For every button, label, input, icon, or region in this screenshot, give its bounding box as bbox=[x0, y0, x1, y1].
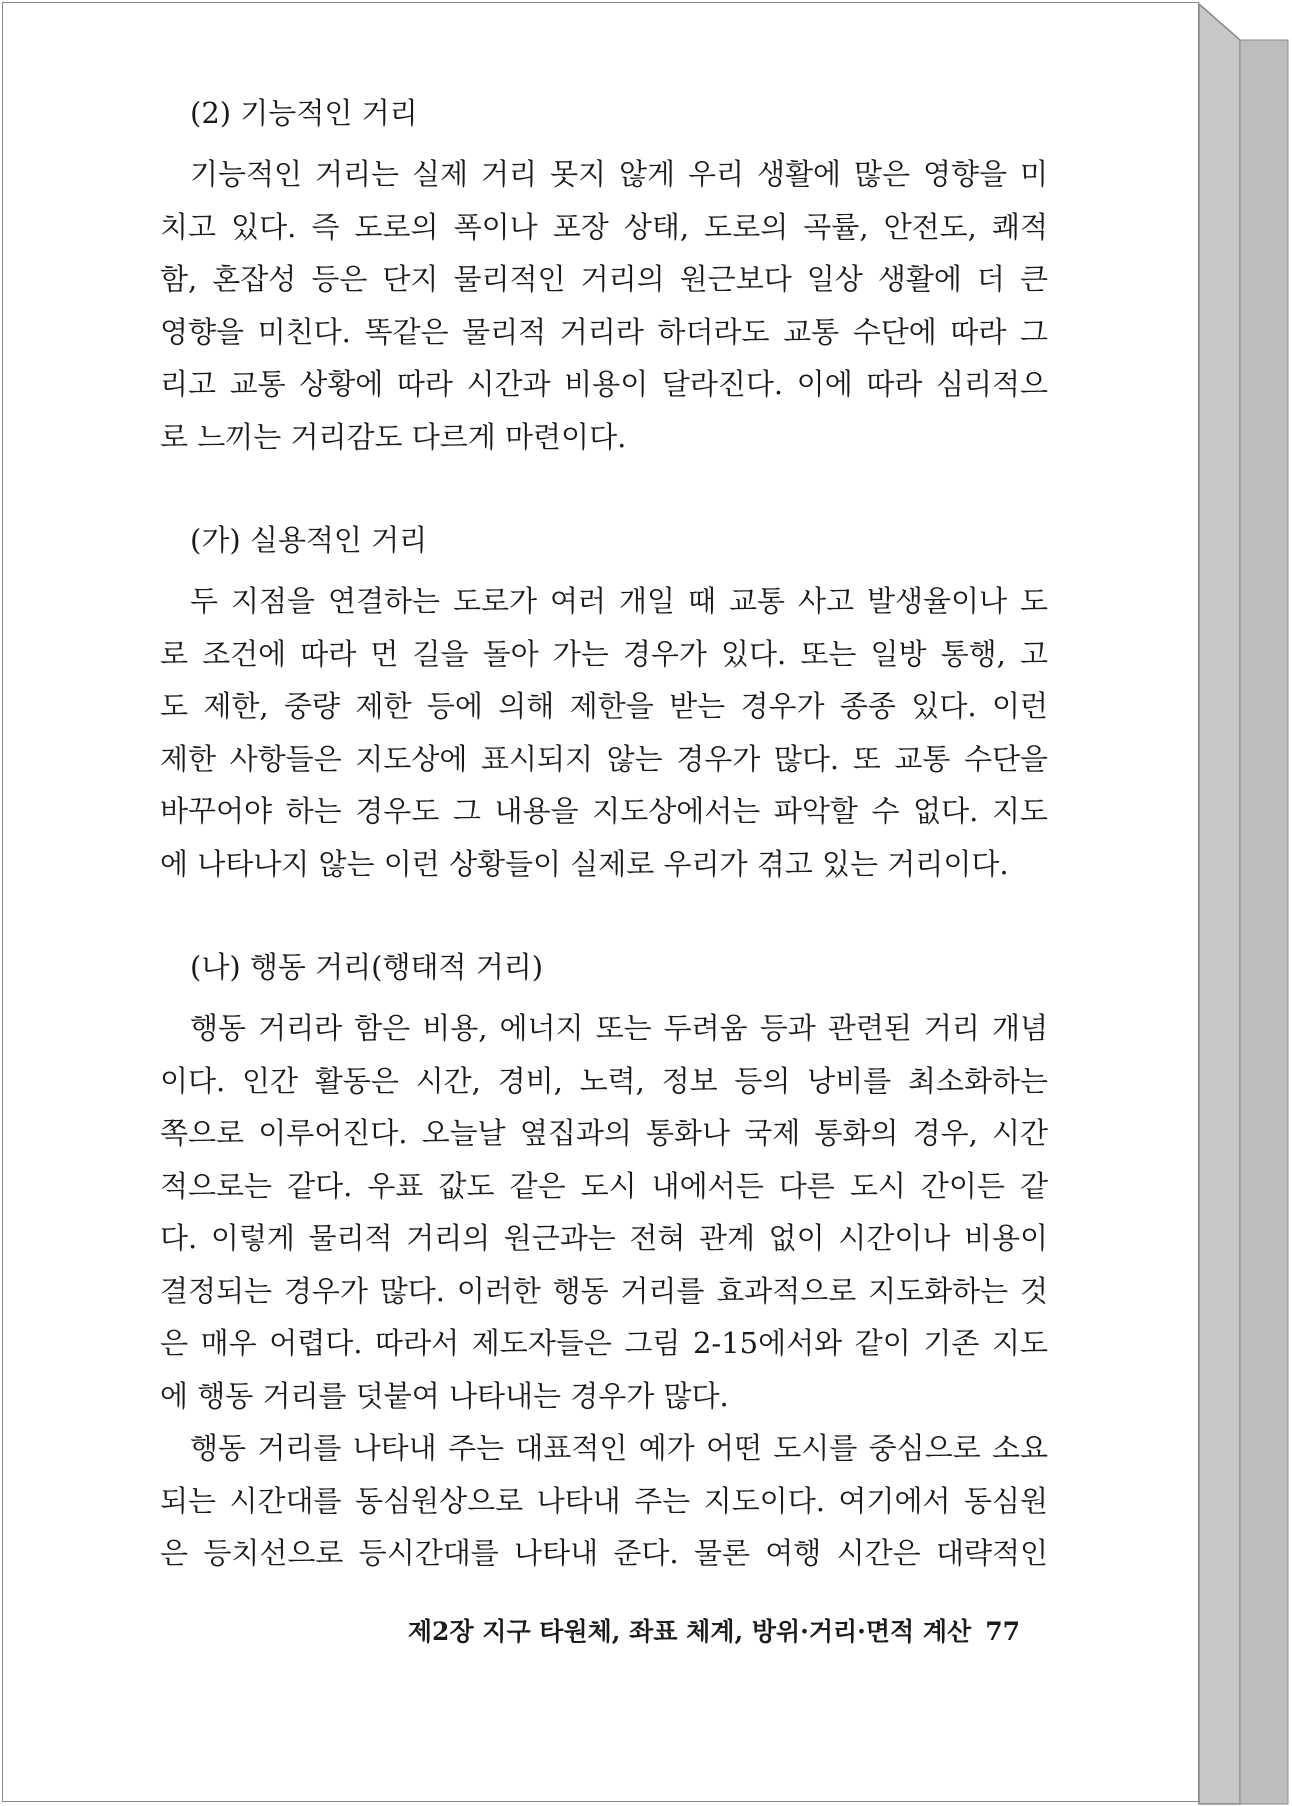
paragraph-line: 치고 있다. 즉 도로의 폭이나 포장 상태, 도로의 곡률, 안전도, 쾌적 bbox=[160, 209, 1048, 244]
paragraph-line: 제한 사항들은 지도상에 표시되지 않는 경우가 많다. 또 교통 수단을 bbox=[160, 741, 1048, 776]
paragraph-line: 행동 거리라 함은 비용, 에너지 또는 두려움 등과 관련된 거리 개념 bbox=[190, 1011, 1048, 1045]
paragraph-line: 은 등치선으로 등시간대를 나타내 준다. 물론 여행 시간은 대략적인 bbox=[160, 1536, 1048, 1570]
section-heading-behavioral-distance: (나) 행동 거리(행태적 거리) bbox=[190, 950, 544, 984]
paragraph-line: 리고 교통 상황에 따라 시간과 비용이 달라진다. 이에 따라 심리적으 bbox=[160, 367, 1048, 401]
paragraph-line: 도 제한, 중량 제한 등에 의해 제한을 받는 경우가 종종 있다. 이런 bbox=[160, 689, 1048, 723]
paragraph-line: 적으로는 같다. 우표 값도 같은 도시 내에서든 다른 도시 간이든 같 bbox=[160, 1168, 1048, 1203]
section-heading-functional-distance: (2) 기능적인 거리 bbox=[190, 96, 418, 130]
page-number: 77 bbox=[985, 1617, 1020, 1646]
paragraph-line: 바꾸어야 하는 경우도 그 내용을 지도상에서는 파악할 수 없다. 지도 bbox=[160, 794, 1048, 828]
page-footer bbox=[390, 1612, 1020, 1648]
paragraph-line: 다. 이렇게 물리적 거리의 원근과는 전혀 관계 없이 시간이나 비용이 bbox=[160, 1221, 1048, 1255]
paragraph-line: 영향을 미친다. 똑같은 물리적 거리라 하더라도 교통 수단에 따라 그 bbox=[160, 314, 1048, 349]
section-heading-practical-distance: (가) 실용적인 거리 bbox=[190, 523, 428, 557]
paragraph-line: 되는 시간대를 동심원상으로 나타내 주는 지도이다. 여기에서 동심원 bbox=[160, 1483, 1048, 1518]
paragraph-line: 쪽으로 이루어진다. 오늘날 옆집과의 통화나 국제 통화의 경우, 시간 bbox=[160, 1116, 1048, 1150]
paragraph-line: 에 나타나지 않는 이런 상황들이 실제로 우리가 겪고 있는 거리이다. bbox=[160, 846, 1009, 881]
paragraph-line: 이다. 인간 활동은 시간, 경비, 노력, 정보 등의 낭비를 최소화하는 bbox=[160, 1063, 1048, 1098]
running-footer-chapter-title: 제2장 지구 타원체, 좌표 체계, 방위·거리·면적 계산 bbox=[407, 1617, 972, 1646]
paragraph-line: 두 지점을 연결하는 도로가 여러 개일 때 교통 사고 발생율이나 도 bbox=[190, 584, 1048, 618]
paragraph-line: 기능적인 거리는 실제 거리 못지 않게 우리 생활에 많은 영향을 미 bbox=[190, 157, 1048, 191]
paragraph-line: 함, 혼잡성 등은 단지 물리적인 거리의 원근보다 일상 생활에 더 큰 bbox=[160, 262, 1048, 296]
paragraph-line: 결정되는 경우가 많다. 이러한 행동 거리를 효과적으로 지도화하는 것 bbox=[160, 1273, 1048, 1308]
paragraph-line: 은 매우 어렵다. 따라서 제도자들은 그림 2-15에서와 같이 기존 지도 bbox=[160, 1326, 1048, 1360]
paragraph-line: 로 조건에 따라 먼 길을 돌아 가는 경우가 있다. 또는 일방 통행, 고 bbox=[160, 636, 1048, 671]
paragraph-line: 행동 거리를 나타내 주는 대표적인 예가 어떤 도시를 중심으로 소요 bbox=[190, 1431, 1048, 1465]
paragraph-line: 로 느끼는 거리감도 다르게 마련이다. bbox=[160, 419, 627, 454]
page-body bbox=[160, 92, 1048, 1580]
paragraph-line: 에 행동 거리를 덧붙여 나타내는 경우가 많다. bbox=[160, 1378, 729, 1413]
